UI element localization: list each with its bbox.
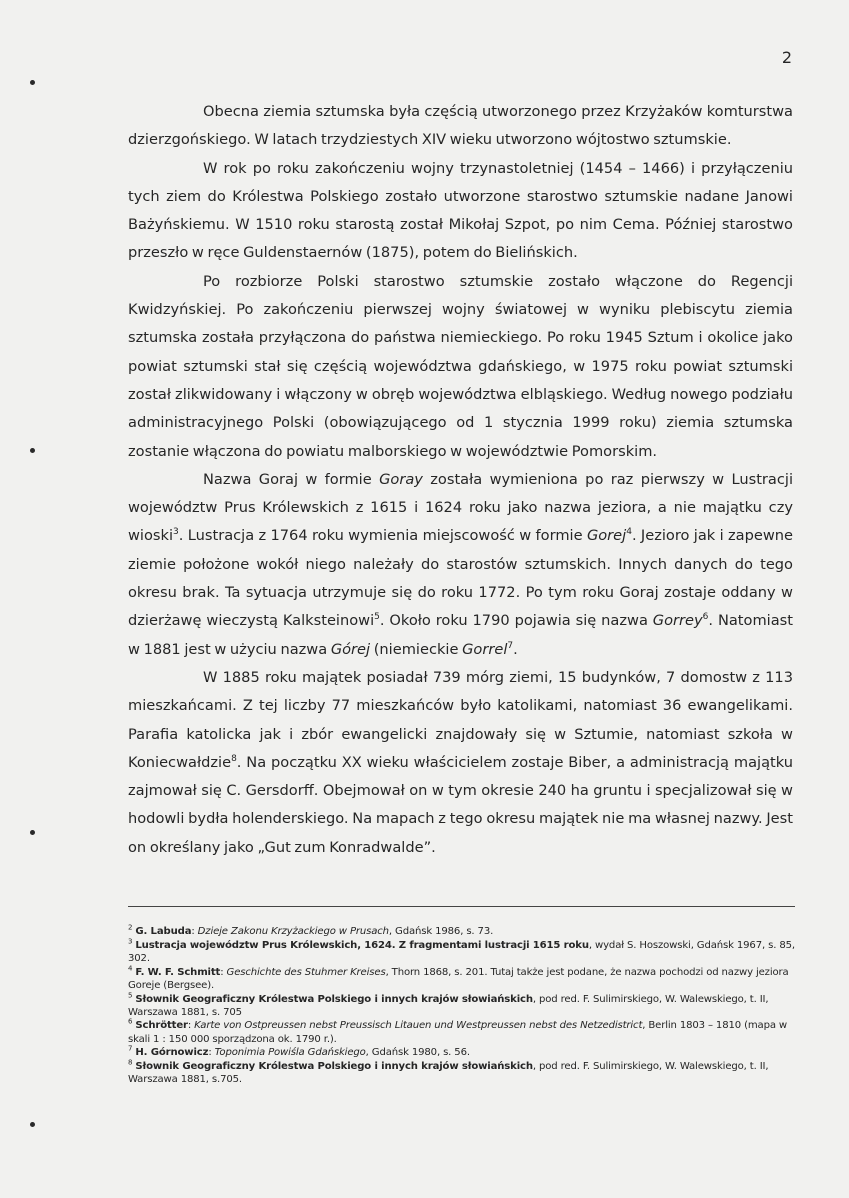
punch-hole-mark [30,80,35,85]
footnote-author: H. Górnowicz [135,1047,209,1059]
footnote-title: Dzieje Zakonu Krzyżackiego w Prusach [197,926,389,937]
footnote-title: Słownik Geograficzny Królestwa Polskiego i innych krajów słowiańskich [135,993,533,1005]
footnote-text: , Thorn 1868, s. 201. Tutaj także jest podane, że nazwa pochodzi od nazwy jeziora Goreje (Bergsee). [128,966,789,991]
body-text [128,98,793,862]
footnote-ref: 6 [702,612,709,623]
footnote-text: : [187,1020,195,1032]
footnote-number: 5 [128,991,133,1000]
footnote-number: 3 [128,937,133,946]
footnote-title: Geschichte des Stuhmer Kreises [226,966,386,978]
footnote-author: F. W. F. Schmitt [135,966,221,978]
footnote-ref: 8 [231,753,237,764]
footnote [128,1019,795,1045]
footnote-text: , wydał S. Hoszowski, Gdańsk 1967, s. 85, 302. [128,939,795,964]
punch-hole-mark [30,1122,35,1127]
paragraph-text: Po rozbiorze Polski starostwo sztumskie zostało włączone do Regencji Kwidzyńskiej. Po zakończeniu pierwszej wojny światowej w wyniku plebiscytu ziemia sztumska została przyłączona do państwa niemieckiego. Po roku 1945 Sztum i okolice jako powiat sztumski stał się częścią województwa gdańskiego, w 1975 roku powiat sztumski został zlikwidowany i włączony w obręb województwa elbląskiego. Według nowego podziału administracyjnego Polski (obowiązującego od 1 stycznia 1999 roku) ziemia sztumska zostanie włączona do powiatu malborskiego w województwie Pomorskim. [128,272,793,460]
footnote-separator [128,906,795,907]
footnote [128,993,795,1019]
footnote-text: , pod red. F. Sulimirskiego, W. Walewskiego, t. II, Warszawa 1881, s.705. [128,1061,769,1086]
paragraph-text: W 1885 roku majątek posiadał 739 mórg ziemi, 15 budynków, 7 domostw z 113 mieszkańcami. Z tej liczby 77 mieszkańców było katolikami, natomiast 36 ewangelikami. Parafia katolicka jak i zbór ewangelicki znajdowały się w Sztumie, natomiast szkoła w Koniecwałdzie [128,668,793,771]
footnote [128,939,795,965]
footnote-text: , Gdańsk 1980, s. 56. [365,1047,470,1059]
paragraph-text: W rok po roku zakończeniu wojny trzynastoletniej (1454 – 1466) i przyłączeniu tych ziem do Królestwa Polskiego zostało utworzone starostwo sztumskie nadane Janowi Bażyńskiemu. W 1510 roku starostą został Mikołaj Szpot, po nim Cema. Później starostwo przeszło w ręce Guldenstaernów (1875), potem do Bielińskich. [128,159,793,262]
place-name-italic: Górej [330,640,371,658]
footnote [128,925,795,938]
footnote-title: Lustracja województw Prus Królewskich, 1624. Z fragmentami lustracji 1615 roku [135,939,589,951]
footnote-title: Słownik Geograficzny Królestwa Polskiego i innych krajów słowiańskich [135,1061,533,1073]
paragraph-text: została wymieniona po raz pierwszy w Lustracji województw Prus Królewskich z 1615 i 1624 roku jako nazwa jeziora, a nie majątku czy wioski [128,470,794,545]
paragraph [128,98,793,155]
footnote-text: , pod red. F. Sulimirskiego, W. Walewskiego, t. II, Warszawa 1881, s. 705 [128,993,769,1018]
footnote-ref: 4 [626,527,632,538]
paragraph-text: . [513,640,518,658]
punch-hole-mark [30,830,35,835]
footnote-title: Toponimia Powiśla Gdańskiego [214,1047,366,1059]
paragraph-text: . Lustracja z 1764 roku wymienia miejscowość w formie [178,527,587,545]
place-name-italic: Gorej [586,527,627,545]
paragraph-text: . Jezioro jak i zapewne ziemie położone wokół niego należały do starostów sztumskich. Innych danych do tego okresu brak. Ta sytuacja utrzymuje się do roku 1772. Po tym roku Goraj zostaje oddany w dzierżawę wieczystą Kalksteinowi [128,527,793,630]
footnote-text: , Berlin 1803 – 1810 (mapa w skali 1 : 150 000 sporządzona ok. 1790 r.). [128,1020,788,1045]
footnote [128,1060,795,1086]
footnote-ref: 5 [374,612,380,623]
paragraph [128,664,793,862]
footnote-number: 6 [128,1018,133,1027]
footnote-number: 7 [128,1044,133,1053]
paragraph [128,268,793,466]
paragraph-text: . Na początku XX wieku właścicielem zostaje Biber, a administracją majątku zajmował się C. Gersdorff. Obejmował on w tym okresie 240 ha gruntu i specjalizował się w hodowli bydła holenderskiego. Na mapach z tego okresu majątek nie ma własnej nazwy. Jest on określany jako „Gut zum Konradwalde”. [128,753,793,856]
footnote-author: Schrötter [135,1020,188,1032]
paragraph-text: . Natomiast w 1881 jest w użyciu nazwa [128,612,793,658]
footnote-text: , Gdańsk 1986, s. 73. [388,926,494,937]
footnote-number: 4 [128,964,133,973]
footnote [128,1046,795,1059]
paragraph [128,466,793,664]
footnote-number: 2 [128,923,133,932]
paragraph [128,155,793,268]
place-name-italic: Gorrey [652,612,703,630]
footnote-ref: 7 [507,640,514,651]
paragraph-text: Obecna ziemia sztumska była częścią utworzonego przez Krzyżaków komturstwa dzierzgońskiego. W latach trzydziestych XIV wieku utworzono wójtostwo sztumskie. [128,103,793,149]
footnote-text: : [191,926,198,937]
footnote-text: : [220,966,227,978]
paragraph-text: . Około roku 1790 pojawia się nazwa [379,612,653,630]
paragraph-text: Nazwa Goraj w formie [203,470,380,488]
page-number: 2 [781,48,792,67]
footnote-ref: 3 [173,527,179,538]
footnote [128,966,795,992]
punch-hole-mark [30,448,35,453]
paragraph-text: (niemieckie [370,640,463,658]
footnote-text: : [208,1047,215,1059]
footnote-title: Karte von Ostpreussen nebst Preussisch Litauen und Westpreussen nebst des Netzedistrict [194,1020,643,1032]
place-name-italic: Gorrel [462,640,508,658]
footnotes [128,925,795,1087]
place-name-italic: Goray [379,470,423,488]
footnote-author: G. Labuda [135,926,192,937]
footnote-number: 8 [128,1058,133,1067]
